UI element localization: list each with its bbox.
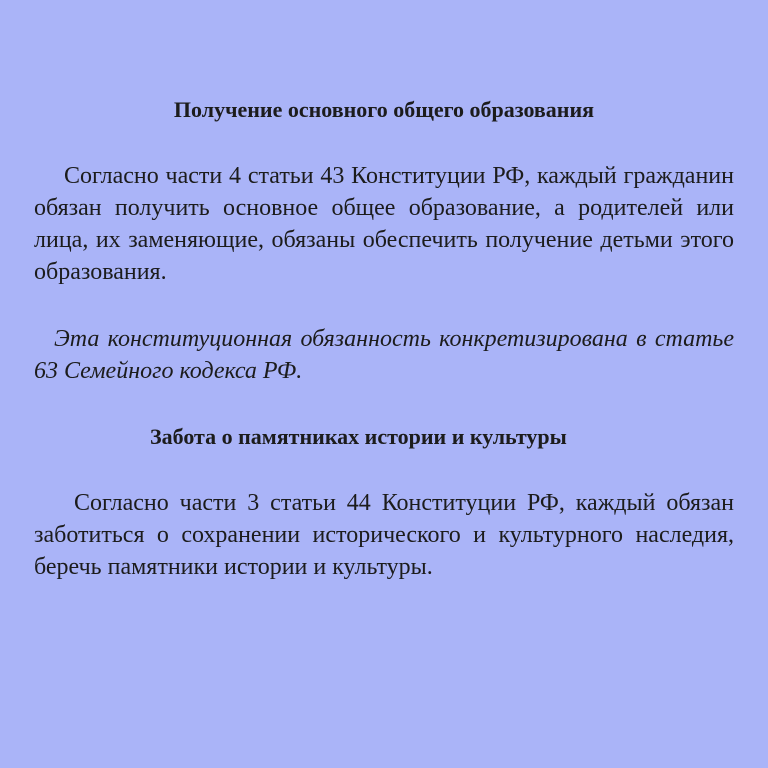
paragraph-family-code-note: Эта конституционная обязанность конкретизирована в статье 63 Семейного кодекса РФ.	[34, 326, 734, 384]
section-heading-education: Получение основного общего образования	[173, 97, 595, 122]
paragraph-education-obligation: Согласно части 4 статьи 43 Конституции РФ, каждый гражданин обязан получить основное общее образование, а родителей или лица, их заменяющие, обязаны обеспечить получение детьми этого образования.	[34, 163, 734, 285]
section-heading-monuments: Забота о памятниках истории и культуры	[150, 424, 567, 449]
paragraph-heritage-obligation: Согласно части 3 статьи 44 Конституции РФ, каждый обязан заботиться о сохранении исторического и культурного наследия, беречь памятники истории и культуры.	[34, 490, 734, 580]
